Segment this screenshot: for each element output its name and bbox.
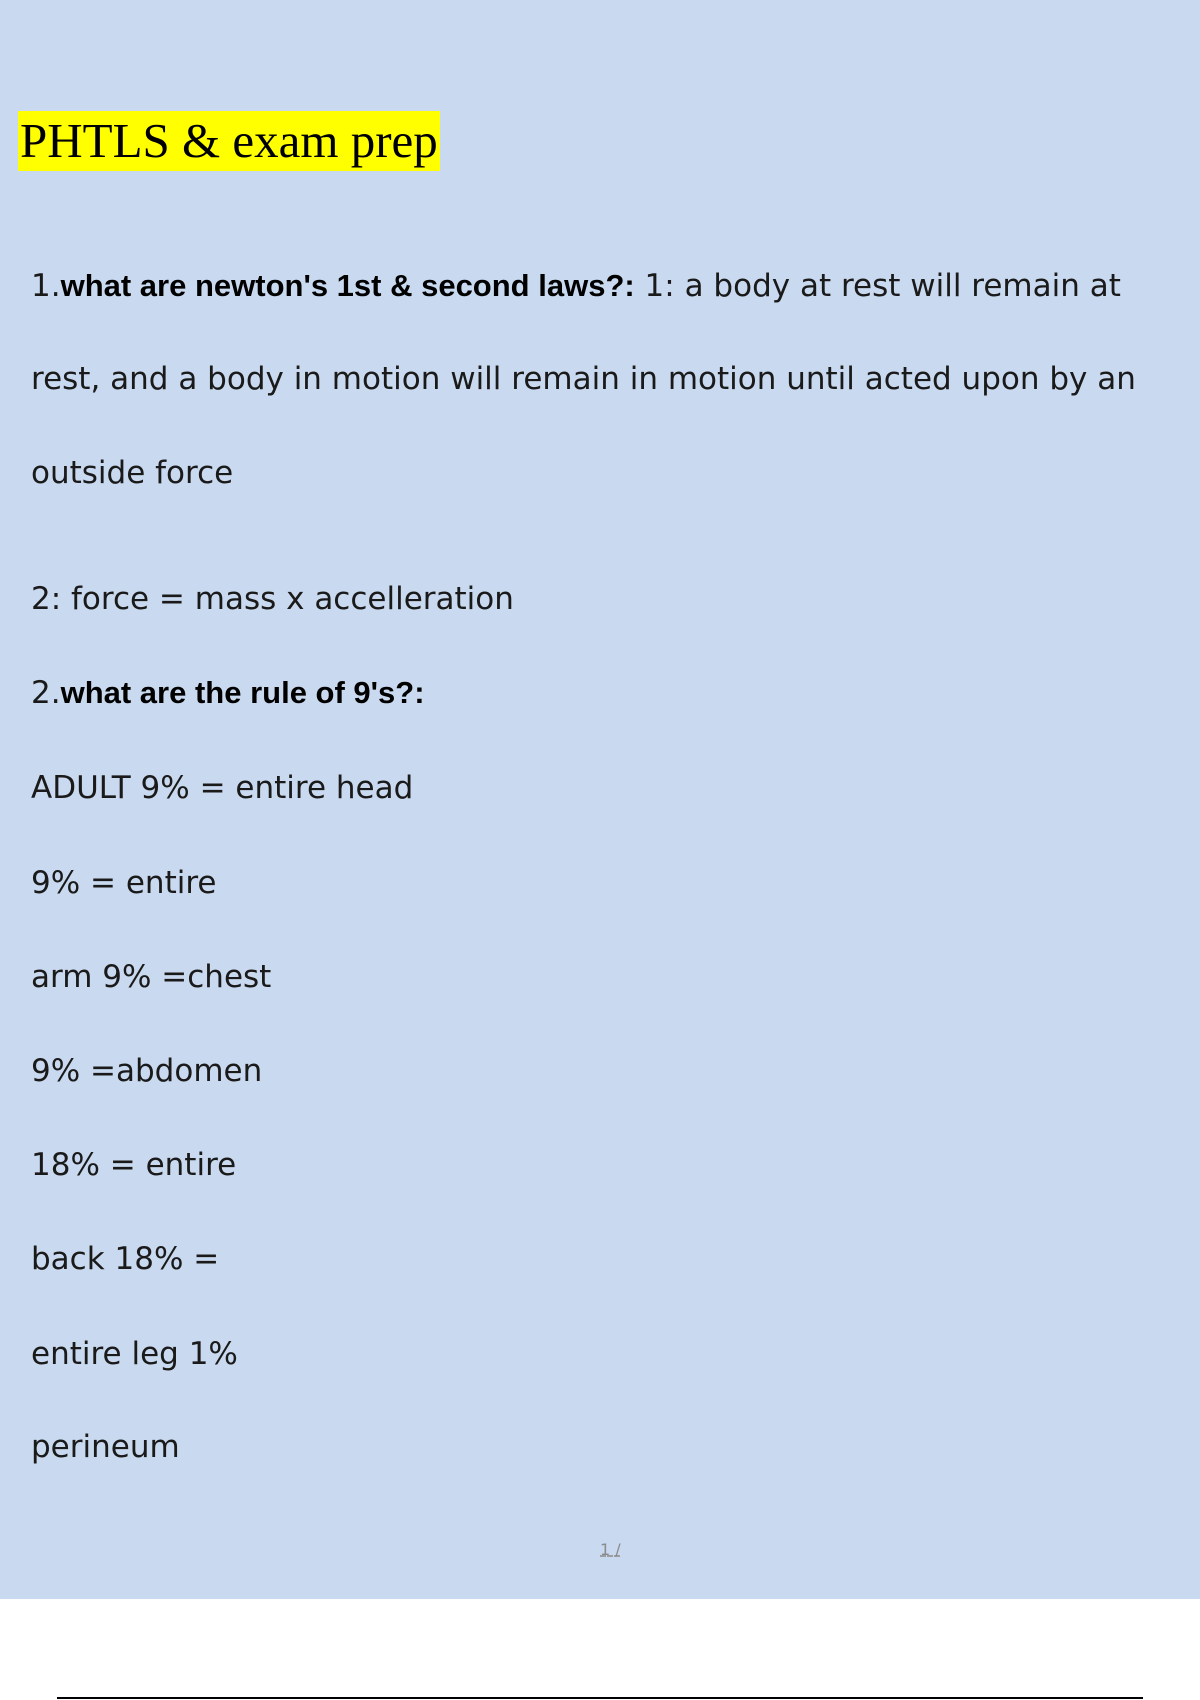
page-number: 1 / bbox=[600, 1540, 621, 1559]
answer-1-line-3: outside force bbox=[31, 455, 234, 491]
question-1-text: what are newton's 1st & second laws?: bbox=[60, 268, 635, 303]
document-title: PHTLS & exam prep bbox=[18, 111, 440, 171]
answer-2-line-1: ADULT 9% = entire head bbox=[31, 770, 414, 806]
question-1-number: 1. bbox=[31, 268, 61, 304]
answer-1-line-4: 2: force = mass x accelleration bbox=[31, 581, 514, 617]
answer-1-line-1: 1: a body at rest will remain at bbox=[634, 268, 1121, 304]
answer-2-line-8: perineum bbox=[31, 1429, 180, 1465]
answer-2-line-5: 18% = entire bbox=[31, 1147, 237, 1183]
answer-2-line-3: arm 9% =chest bbox=[31, 959, 272, 995]
answer-1-line-2: rest, and a body in motion will remain in motion until acted upon by an bbox=[31, 361, 1136, 397]
question-2-text: what are the rule of 9's?: bbox=[60, 675, 425, 710]
answer-2-line-4: 9% =abdomen bbox=[31, 1053, 263, 1089]
answer-2-line-6: back 18% = bbox=[31, 1241, 220, 1277]
question-1-line bbox=[31, 266, 1121, 306]
answer-2-line-2: 9% = entire bbox=[31, 865, 217, 901]
question-2-number: 2. bbox=[31, 675, 61, 711]
footer-divider bbox=[57, 1697, 1143, 1699]
question-2-line bbox=[31, 673, 425, 713]
answer-2-line-7: entire leg 1% bbox=[31, 1336, 238, 1372]
